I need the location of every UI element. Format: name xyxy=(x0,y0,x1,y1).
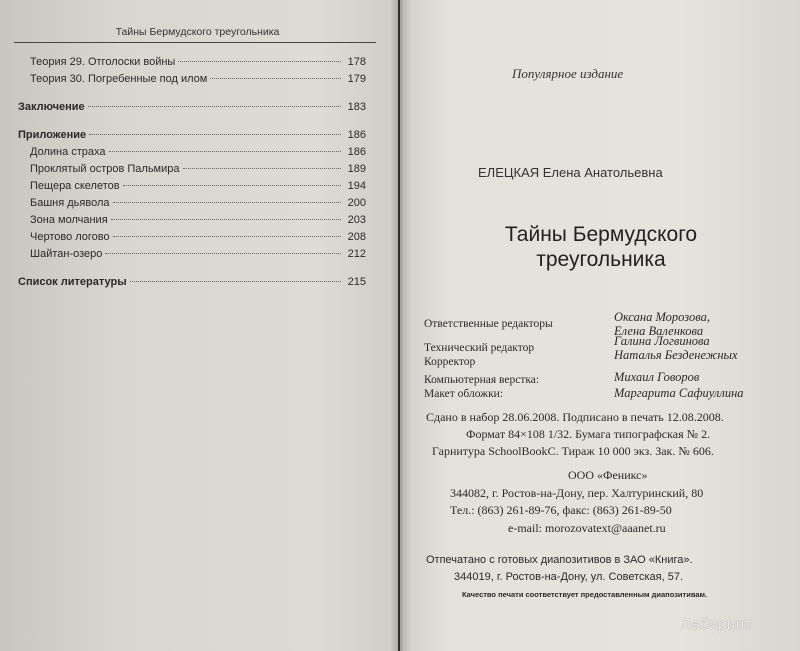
toc-leader-dots xyxy=(109,151,341,152)
table-of-contents xyxy=(18,56,366,293)
toc-leader-dots xyxy=(210,78,341,79)
toc-entry-title: Приложение xyxy=(18,129,87,141)
toc-entry-title: Проклятый остров Пальмира xyxy=(30,163,180,175)
toc-entry xyxy=(18,214,366,231)
printing-line: 344019, г. Ростов-на-Дону, ул. Советская, 57. xyxy=(454,571,684,583)
toc-page-number: 200 xyxy=(347,197,366,209)
toc-leader-dots xyxy=(89,134,341,135)
toc-entry-title: Пещера скелетов xyxy=(30,180,120,192)
staff-name: Галина Логвинова xyxy=(614,334,710,348)
quality-note: Качество печати соответствует предоставленным диапозитивам. xyxy=(462,590,708,599)
title-line-1: Тайны Бермудского xyxy=(504,223,698,246)
imprint-line: Тел.: (863) 261-89-76, факс: (863) 261-89-50 xyxy=(450,503,672,517)
staff-name: Маргарита Сафиуллина xyxy=(614,386,744,400)
toc-entry-title: Теория 29. Отголоски войны xyxy=(30,56,176,68)
toc-leader-dots xyxy=(130,281,341,282)
staff-role: Технический редактор xyxy=(424,342,535,354)
left-page xyxy=(0,0,398,651)
staff-name: Оксана Морозова, xyxy=(614,310,710,324)
book-spine-shadow xyxy=(390,0,412,651)
toc-gap xyxy=(18,265,366,276)
toc-page-number: 194 xyxy=(347,180,366,192)
toc-entry-title: Список литературы xyxy=(18,276,127,288)
toc-entry xyxy=(18,146,366,163)
toc-entry xyxy=(18,73,366,90)
toc-section xyxy=(18,129,366,146)
toc-page-number: 186 xyxy=(347,129,366,141)
title-line-2: треугольника xyxy=(536,248,666,271)
toc-leader-dots xyxy=(178,61,341,62)
toc-entry-title: Долина страха xyxy=(30,146,106,158)
author-name: ЕЛЕЦКАЯ Елена Анатольевна xyxy=(478,165,663,180)
toc-page-number: 208 xyxy=(347,231,366,243)
toc-page-number: 189 xyxy=(347,163,366,175)
header-rule xyxy=(14,42,376,43)
toc-page-number: 215 xyxy=(347,276,366,288)
staff-role: Корректор xyxy=(424,356,476,368)
toc-gap xyxy=(18,90,366,101)
imprint-email: e-mail: morozovatext@aaanet.ru xyxy=(508,521,666,535)
staff-name: Михаил Говоров xyxy=(614,370,700,384)
publisher-name: ООО «Феникс» xyxy=(568,468,648,482)
toc-entry xyxy=(18,56,366,73)
toc-leader-dots xyxy=(113,202,342,203)
imprint-line: 344082, г. Ростов-на-Дону, пер. Халтуринский, 80 xyxy=(450,486,704,500)
toc-entry-title: Заключение xyxy=(18,101,85,113)
toc-entry-title: Шайтан-озеро xyxy=(30,248,103,260)
toc-leader-dots xyxy=(105,253,341,254)
staff-role: Макет обложки: xyxy=(424,388,504,400)
toc-page-number: 179 xyxy=(347,73,366,85)
toc-page-number: 186 xyxy=(347,146,366,158)
toc-entry-title: Теория 30. Погребенные под илом xyxy=(30,73,208,85)
toc-page-number: 203 xyxy=(347,214,366,226)
book-title xyxy=(476,222,726,272)
toc-entry xyxy=(18,248,366,265)
toc-leader-dots xyxy=(88,106,341,107)
staff-name: Наталья Безденежных xyxy=(614,348,738,362)
imprint-line: Формат 84×108 1/32. Бумага типографская № 2. xyxy=(466,427,711,441)
toc-entry-title: Зона молчания xyxy=(30,214,108,226)
toc-entry xyxy=(18,163,366,180)
toc-leader-dots xyxy=(113,236,341,237)
toc-entry-title: Чертово логово xyxy=(30,231,110,243)
toc-entry-title: Башня дьявола xyxy=(30,197,110,209)
imprint-line: Сдано в набор 28.06.2008. Подписано в печать 12.08.2008. xyxy=(426,410,724,424)
staff-role: Компьютерная верстка: xyxy=(424,374,540,386)
toc-leader-dots xyxy=(183,168,341,169)
staff-name: Елена Валенкова xyxy=(614,324,704,338)
toc-entry xyxy=(18,197,366,214)
toc-entry xyxy=(18,231,366,248)
imprint-line: Гарнитура SchoolBookC. Тираж 10 000 экз. Зак. № 606. xyxy=(432,444,714,458)
toc-section xyxy=(18,101,366,118)
running-head: Тайны Бермудского треугольника xyxy=(115,26,280,38)
watermark: Лабиринт xyxy=(681,616,753,633)
toc-leader-dots xyxy=(123,185,341,186)
toc-page-number: 212 xyxy=(347,248,366,260)
series-label: Популярное издание xyxy=(512,66,624,81)
toc-page-number: 183 xyxy=(347,101,366,113)
toc-page-number: 178 xyxy=(347,56,366,68)
printing-line: Отпечатано с готовых диапозитивов в ЗАО «Книга». xyxy=(426,554,693,566)
staff-role: Ответственные редакторы xyxy=(424,318,553,330)
toc-entry xyxy=(18,180,366,197)
toc-gap xyxy=(18,118,366,129)
toc-section xyxy=(18,276,366,293)
toc-leader-dots xyxy=(111,219,341,220)
